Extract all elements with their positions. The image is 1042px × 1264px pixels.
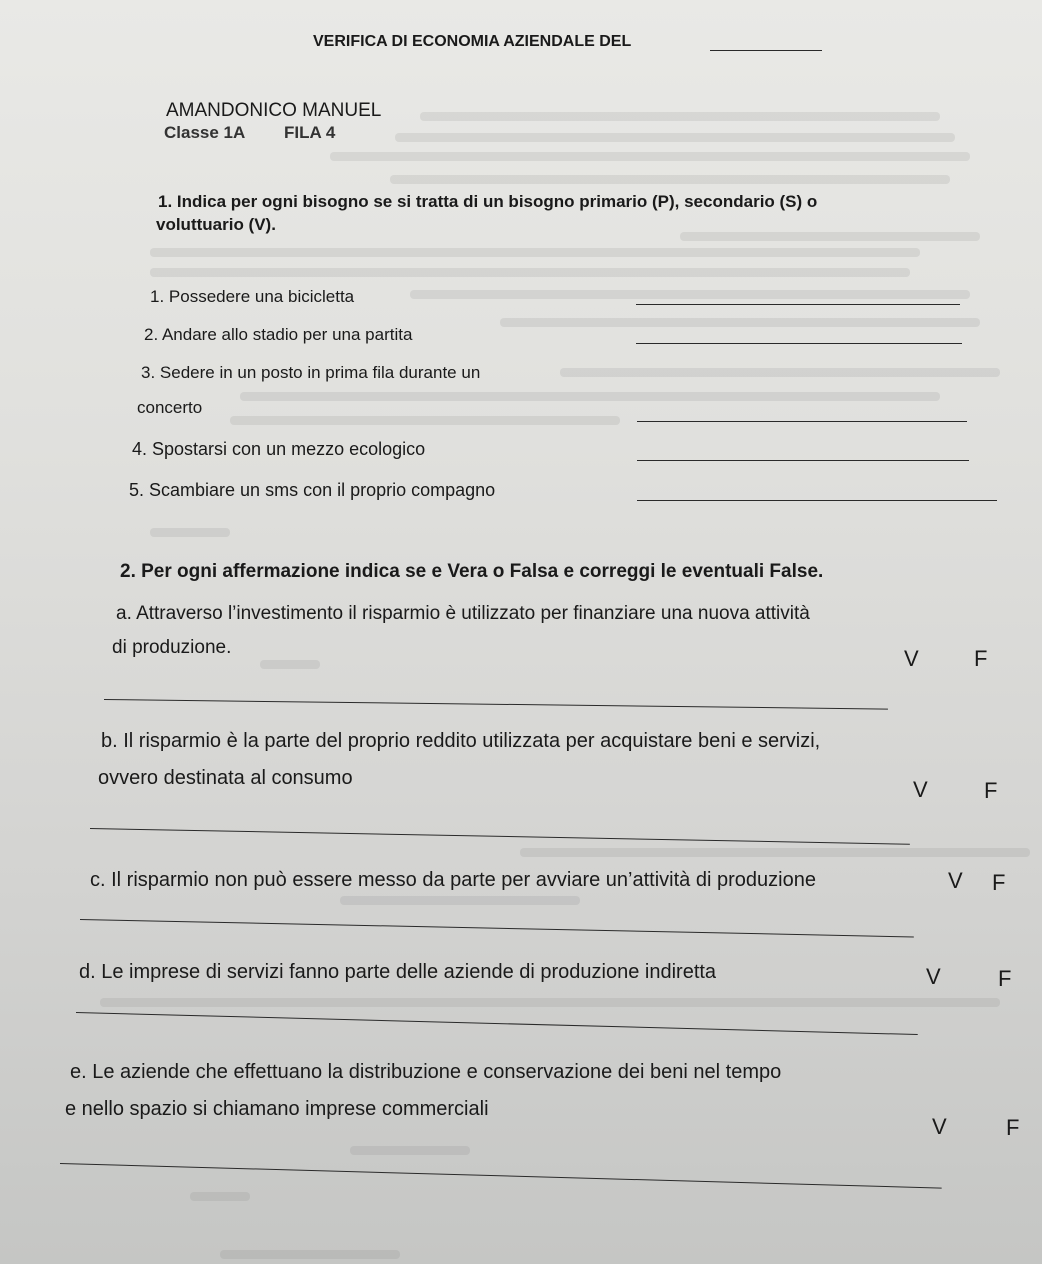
statement-b-line2: ovvero destinata al consumo	[98, 767, 353, 789]
statement-c-true-option[interactable]: V	[948, 868, 963, 893]
statement-d-correction-line[interactable]	[76, 1012, 918, 1035]
exercise1-item-4: 4. Spostarsi con un mezzo ecologico	[132, 439, 426, 459]
exercise1-instruction-line1: 1. Indica per ogni bisogno se si tratta di un bisogno primario (P), secondario (S) o	[158, 192, 818, 211]
exercise1-answer-line-1[interactable]	[636, 304, 960, 305]
statement-b-true-option[interactable]: V	[913, 777, 928, 802]
test-title: VERIFICA DI ECONOMIA AZIENDALE DEL	[313, 33, 632, 50]
exercise1-item-1: 1. Possedere una bicicletta	[150, 287, 355, 306]
statement-d-false-option[interactable]: F	[998, 966, 1012, 991]
statement-b-correction-line[interactable]	[90, 828, 910, 845]
statement-e-correction-line[interactable]	[60, 1163, 942, 1189]
exercise1-item-2: 2. Andare allo stadio per una partita	[144, 325, 413, 344]
statement-a-false-option[interactable]: F	[974, 646, 988, 671]
statement-a-true-option[interactable]: V	[904, 646, 919, 671]
exercise1-answer-line-3[interactable]	[637, 421, 967, 422]
statement-e-line1: e. Le aziende che effettuano la distribuzione e conservazione dei beni nel tempo	[70, 1061, 782, 1083]
statement-e-false-option[interactable]: F	[1006, 1115, 1020, 1140]
statement-c-correction-line[interactable]	[80, 919, 914, 937]
exercise2-instruction: 2. Per ogni affermazione indica se e Vera o Falsa e correggi le eventuali False.	[120, 561, 824, 582]
statement-e-line2: e nello spazio si chiamano imprese commerciali	[65, 1098, 489, 1120]
statement-b-false-option[interactable]: F	[984, 778, 998, 803]
statement-a-line2: di produzione.	[112, 637, 232, 658]
exercise1-answer-line-5[interactable]	[637, 500, 997, 501]
statement-d-line1: d. Le imprese di servizi fanno parte delle aziende di produzione indiretta	[79, 961, 717, 983]
exercise1-instruction-line2: voluttuario (V).	[156, 215, 276, 234]
statement-a-correction-line[interactable]	[104, 699, 888, 710]
exercise1-item-3-line1: 3. Sedere in un posto in prima fila durante un	[141, 363, 481, 382]
statement-b-line1: b. Il risparmio è la parte del proprio reddito utilizzata per acquistare beni e servizi,	[101, 730, 821, 752]
exercise1-item-5: 5. Scambiare un sms con il proprio compagno	[129, 480, 496, 500]
exercise1-answer-line-4[interactable]	[637, 460, 969, 461]
exercise1-answer-line-2[interactable]	[636, 343, 962, 344]
exercise1-item-3-line2: concerto	[137, 398, 203, 417]
fila-label: FILA 4	[284, 123, 336, 142]
statement-e-true-option[interactable]: V	[932, 1114, 947, 1139]
statement-a-line1: a. Attraverso l’investimento il risparmio è utilizzato per finanziare una nuova attività	[116, 603, 810, 624]
class-label: Classe 1A	[164, 123, 246, 142]
student-name: AMANDONICO MANUEL	[166, 100, 382, 121]
date-blank-line[interactable]	[710, 50, 822, 51]
statement-c-false-option[interactable]: F	[992, 870, 1006, 895]
statement-c-line1: c. Il risparmio non può essere messo da parte per avviare un’attività di produzione	[90, 869, 816, 891]
statement-d-true-option[interactable]: V	[926, 964, 941, 989]
